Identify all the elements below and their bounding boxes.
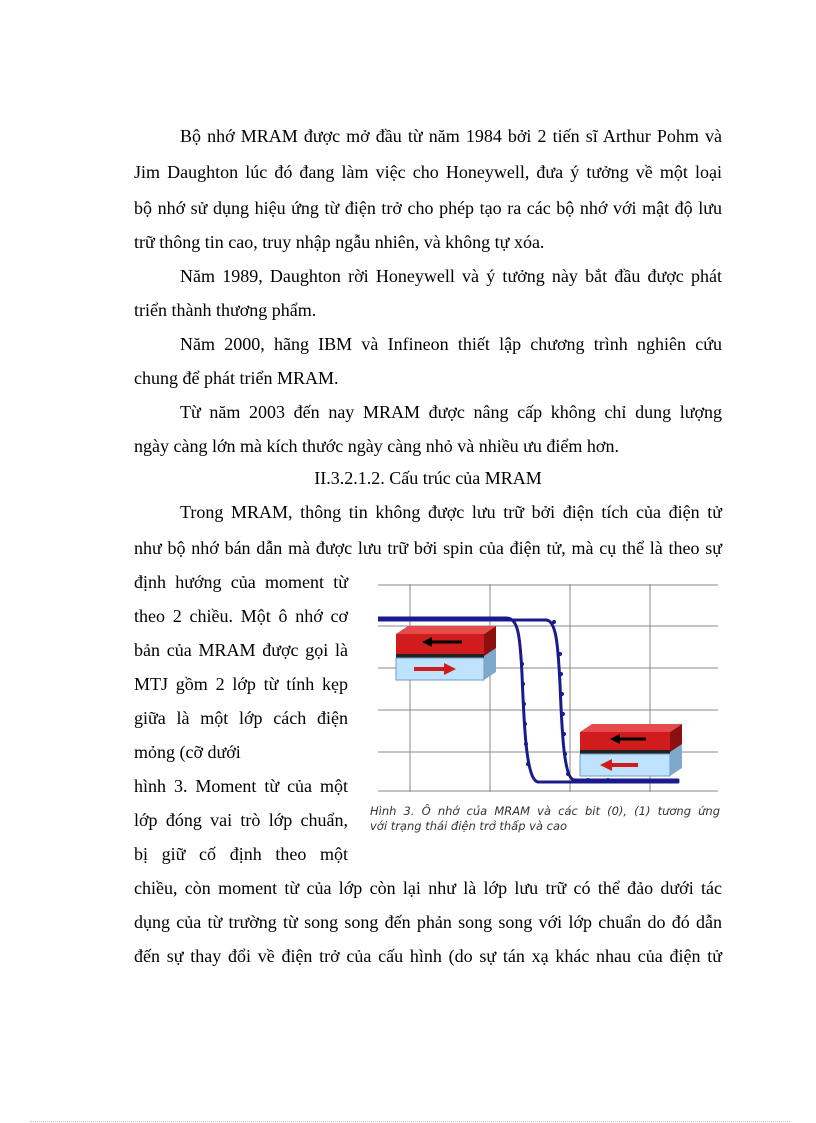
paragraph-structure-line: đến sự thay đổi về điện trở của cấu hình (do sự tán xạ khác nhau của điện tử bbox=[134, 946, 722, 966]
paragraph-structure-line: hình 3. Moment từ của một bbox=[134, 776, 348, 796]
paragraph-1989-line: triển thành thương phẩm. bbox=[134, 300, 317, 320]
page-bottom-divider bbox=[30, 1121, 790, 1122]
paragraph-structure-line: MTJ gồm 2 lớp từ tính kẹp bbox=[134, 674, 348, 694]
figure-caption: Hình 3. Ô nhớ của MRAM và các bit (0), (1) tương ứng bbox=[370, 804, 720, 818]
paragraph-history-line: bộ nhớ sử dụng hiệu ứng từ điện trở cho phép tạo ra các bộ nhớ với mật độ lưu bbox=[134, 198, 722, 218]
paragraph-structure-line: theo 2 chiều. Một ô nhớ cơ bbox=[134, 606, 348, 626]
paragraph-2003-line: ngày càng lớn mà kích thước ngày càng nhỏ và nhiều ưu điểm hơn. bbox=[134, 436, 619, 456]
paragraph-structure-line: định hướng của moment từ bbox=[134, 572, 348, 592]
paragraph-history-line: Jim Daughton lúc đó đang làm việc cho Honeywell, đưa ý tưởng về một loại bbox=[134, 162, 722, 182]
paragraph-structure-line: giữa là một lớp cách điện bbox=[134, 708, 348, 728]
paragraph-structure-line: dụng của từ trường từ song song đến phản song song với lớp chuẩn do đó dẫn bbox=[134, 912, 722, 932]
mtj-cell-antiparallel bbox=[580, 724, 682, 776]
mtj-cell-parallel bbox=[396, 626, 496, 680]
mram-figure bbox=[378, 584, 718, 792]
paragraph-structure-line: như bộ nhớ bán dẫn mà được lưu trữ bởi spin của điện tử, mà cụ thể là theo sự bbox=[134, 538, 722, 558]
paragraph-1989-line: Năm 1989, Daughton rời Honeywell và ý tưởng này bắt đầu được phát bbox=[180, 266, 722, 286]
paragraph-structure-line: chiều, còn moment từ của lớp còn lại như là lớp lưu trữ có thể đảo dưới tác bbox=[134, 878, 722, 898]
paragraph-2000-line: chung để phát triển MRAM. bbox=[134, 368, 339, 388]
section-heading: II.3.2.1.2. Cấu trúc của MRAM bbox=[314, 468, 542, 488]
paragraph-history-line: Bộ nhớ MRAM được mở đầu từ năm 1984 bởi 2 tiến sĩ Arthur Pohm và bbox=[180, 126, 722, 146]
figure-caption: với trạng thái điện trở thấp và cao bbox=[370, 819, 568, 833]
paragraph-structure-line: bản của MRAM được gọi là bbox=[134, 640, 348, 660]
paragraph-2000-line: Năm 2000, hãng IBM và Infineon thiết lập chương trình nghiên cứu bbox=[180, 334, 722, 354]
paragraph-history-line: trữ thông tin cao, truy nhập ngẫu nhiên, và không tự xóa. bbox=[134, 232, 545, 252]
paragraph-2003-line: Từ năm 2003 đến nay MRAM được nâng cấp không chỉ dung lượng bbox=[180, 402, 722, 422]
paragraph-structure-line: mỏng (cỡ dưới bbox=[134, 742, 241, 762]
paragraph-structure-line: lớp đóng vai trò lớp chuẩn, bbox=[134, 810, 348, 830]
paragraph-structure-line: Trong MRAM, thông tin không được lưu trữ bởi điện tích của điện tử bbox=[180, 502, 722, 522]
paragraph-structure-line: bị giữ cố định theo một bbox=[134, 844, 348, 864]
mram-figure-illustration bbox=[378, 584, 718, 792]
